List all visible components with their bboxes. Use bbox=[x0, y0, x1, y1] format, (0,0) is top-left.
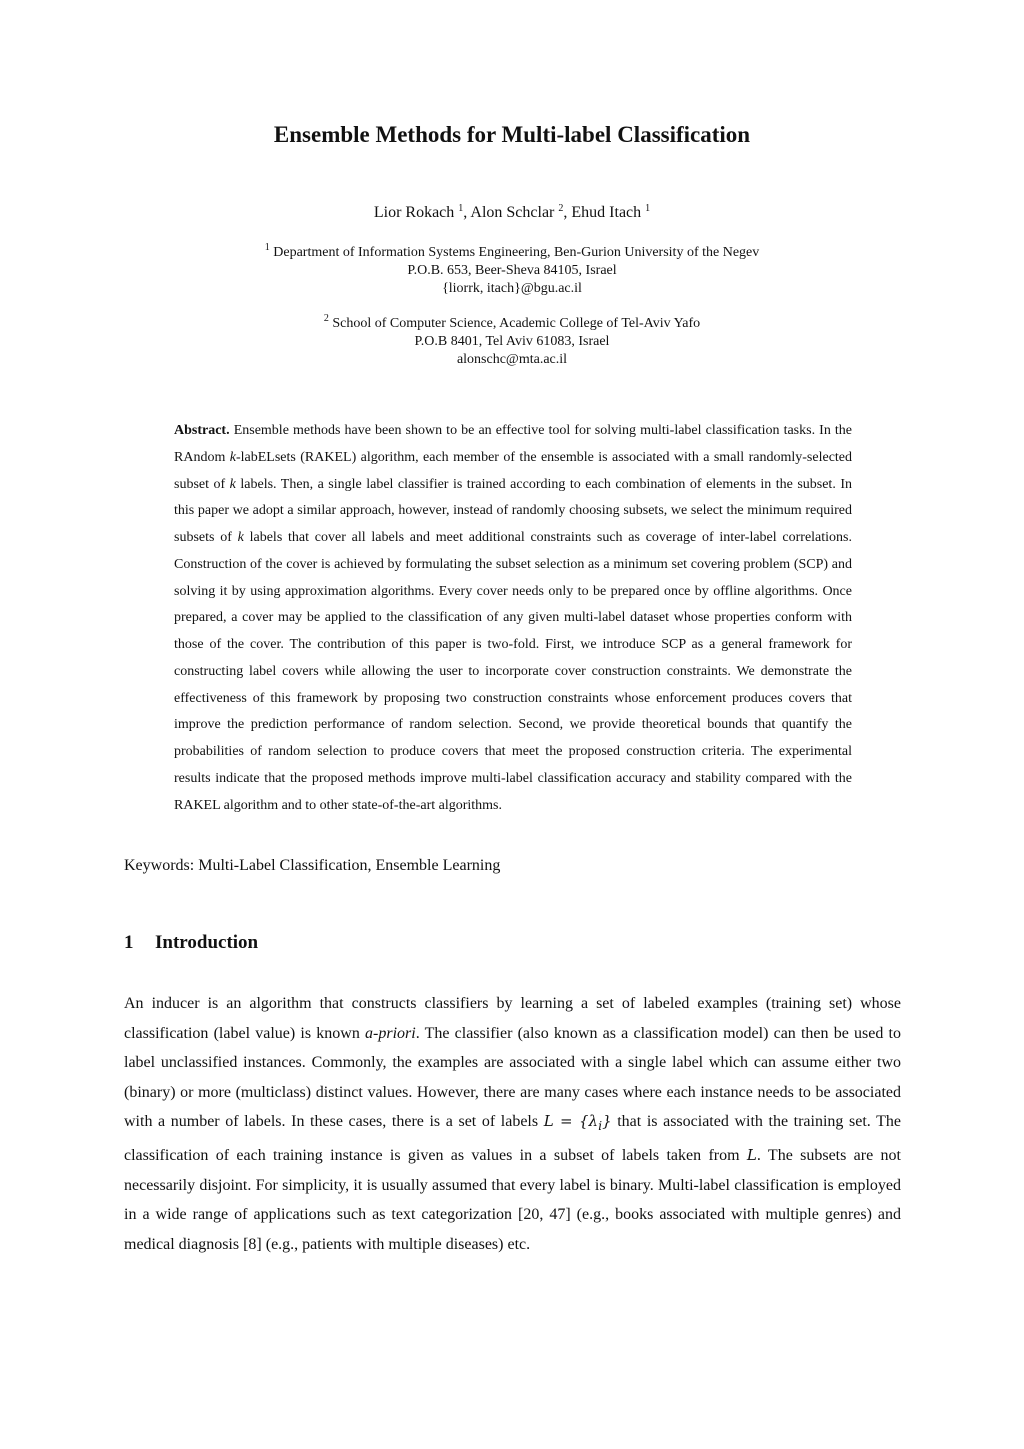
author-name: Lior Rokach bbox=[373, 204, 455, 221]
math-expression: L = {λ bbox=[543, 1112, 599, 1131]
math-subscript: i bbox=[598, 1118, 603, 1134]
author-affiliation-mark: 2 bbox=[558, 203, 564, 214]
math-expression-end: } bbox=[602, 1112, 612, 1131]
section-heading bbox=[124, 932, 258, 954]
math-label-set bbox=[543, 1112, 612, 1134]
introduction-paragraph bbox=[124, 989, 901, 1259]
affiliation-mark: 1 bbox=[264, 242, 270, 253]
affiliation-email: alonschc@mta.ac.il bbox=[456, 352, 568, 367]
affiliation-mark: 2 bbox=[323, 313, 329, 324]
math-L: L bbox=[746, 1145, 757, 1164]
paper-title: Ensemble Methods for Multi-label Classification bbox=[273, 122, 751, 147]
intro-emphasis: a-priori bbox=[365, 1024, 416, 1042]
abstract-text: -labELsets (RAKEL) algorithm, each member of the ensemble is associated with a small randomly-selected subset of bbox=[174, 449, 853, 492]
intro-text: . The subsets are not necessarily disjoint. For simplicity, it is usually assumed that every label is binary. Multi-label classification is employed in a wide range of applications such as text categorization [20, 47] (e.g., books associated with multiple genres) and medical diagnosis [8] (e.g., patients with multiple diseases) etc. bbox=[124, 1146, 901, 1253]
affiliation-department: Department of Information Systems Engineering, Ben-Gurion University of the Negev bbox=[273, 245, 760, 260]
affiliation-address: P.O.B. 653, Beer-Sheva 84105, Israel bbox=[407, 263, 617, 278]
author-affiliation-mark: 1 bbox=[458, 203, 464, 214]
author-name: Alon Schclar bbox=[470, 204, 555, 221]
author-affiliation-mark: 1 bbox=[645, 203, 651, 214]
affiliation-2 bbox=[0, 315, 1024, 369]
author-list bbox=[0, 204, 1024, 222]
author-name: Ehud Itach bbox=[571, 204, 642, 221]
author-separator: , bbox=[463, 204, 468, 221]
keywords: Keywords: Multi-Label Classification, Ensemble Learning bbox=[124, 857, 501, 874]
abstract-text: labels that cover all labels and meet additional constraints such as coverage of inter-label correlations. Construction of the cover is achieved by formulating the subset selection as a minimum set covering problem (SCP) and solving it by using approximation algorithms. Every cover needs only to be prepared once by offline algorithms. Once prepared, a cover may be applied to the classification of any given multi-label dataset whose properties conform with those of the cover. The contribution of this paper is two-fold. First, we introduce SCP as a general framework for constructing label covers while allowing the user to incorporate cover construction constraints. We demonstrate the effectiveness of this framework by proposing two construction constraints whose enforcement produces covers that improve the prediction performance of random selection. Second, we provide theoretical bounds that quantify the probabilities of random selection to produce covers that meet the proposed construction criteria. The experimental results indicate that the proposed methods improve multi-label classification accuracy and stability compared with the RAKEL algorithm and to other state-of-the-art algorithms. bbox=[174, 530, 852, 813]
intro-text: . The classifier (also known as a classification model) can then be used to label unclassified instances. Commonly, the examples are associated with a single label which can assume either two (binary) or more (multiclass) distinct values. However, there are many cases where each instance needs to be associated with a number of labels. In these cases, there is a set of labels bbox=[124, 1024, 901, 1131]
abstract-k: k bbox=[229, 476, 236, 492]
section-number: 1 bbox=[124, 932, 134, 953]
abstract bbox=[174, 418, 852, 819]
author-separator: , bbox=[563, 204, 568, 221]
affiliation-1 bbox=[0, 244, 1024, 298]
intro-text: that is associated with the training set. The classification of each training instance is given as values in a subset of labels taken from bbox=[124, 1113, 902, 1164]
abstract-label: Abstract. bbox=[174, 423, 230, 438]
affiliation-department: School of Computer Science, Academic College of Tel-Aviv Yafo bbox=[332, 316, 701, 331]
affiliation-email: {liorrk, itach}@bgu.ac.il bbox=[442, 281, 582, 296]
abstract-text: Ensemble methods have been shown to be an effective tool for solving multi-label classification tasks. In the RAndom bbox=[174, 423, 852, 465]
intro-text: An inducer is an algorithm that constructs classifiers by learning a set of labeled examples (training set) whose classification (label value) is known bbox=[124, 995, 901, 1042]
abstract-k: k bbox=[229, 449, 236, 465]
section-title: Introduction bbox=[155, 932, 259, 953]
affiliation-address: P.O.B 8401, Tel Aviv 61083, Israel bbox=[414, 334, 610, 349]
abstract-text: labels. Then, a single label classifier is trained according to each combination of elements in the subset. In this paper we adopt a similar approach, however, instead of randomly choosing subsets, we select the minimum required subsets of bbox=[174, 476, 852, 545]
abstract-k: k bbox=[237, 530, 244, 545]
